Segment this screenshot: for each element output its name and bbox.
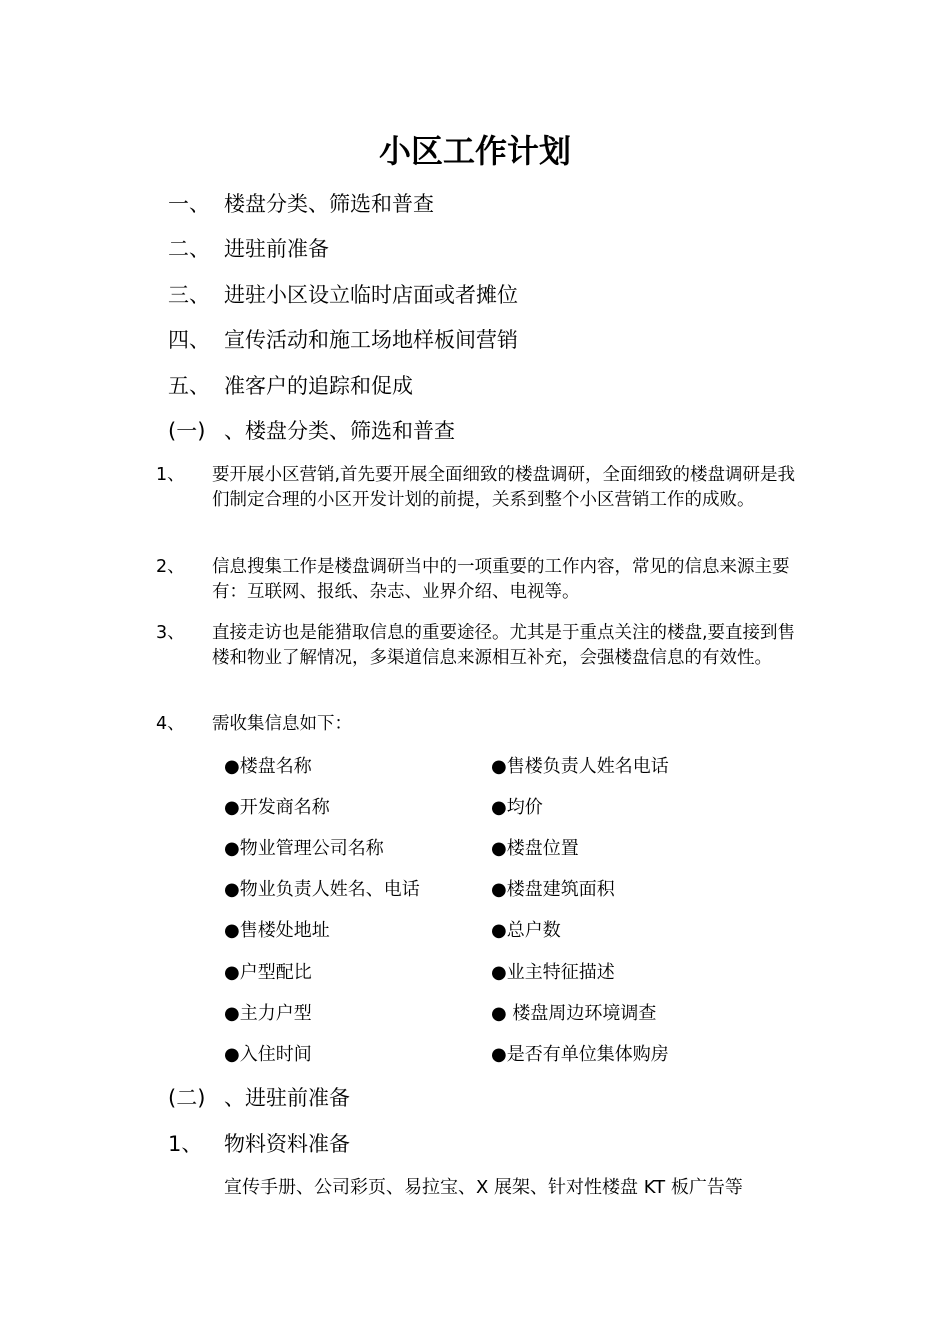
info-field: ●楼盘建筑面积 [491, 879, 615, 900]
info-field: ●开发商名称 [224, 797, 330, 818]
section-text: 、进驻前准备 [224, 1086, 350, 1110]
outline-number: 二、 [168, 237, 210, 261]
item-text: 信息搜集工作是楼盘调研当中的一项重要的工作内容，常见的信息来源主要有：互联网、报纸、杂志、业界介绍、电视等。 [212, 557, 790, 602]
section-number: (一) [168, 419, 206, 443]
info-field: ●楼盘位置 [491, 838, 579, 859]
info-field: ●主力户型 [224, 1003, 312, 1024]
outline-text: 进驻前准备 [224, 237, 329, 261]
item-number: 2、 [156, 557, 185, 577]
info-field: ●总户数 [491, 920, 561, 941]
info-field: ●物业负责人姓名、电话 [224, 879, 420, 900]
item-text: 要开展小区营销,首先要开展全面细致的楼盘调研，全面细致的楼盘调研是我们制定合理的小区开发计划的前提，关系到整个小区营销工作的成败。 [212, 465, 796, 510]
info-field: ●业主特征描述 [491, 962, 615, 983]
outline-number: 一、 [168, 192, 210, 216]
item-text: 直接走访也是能猎取信息的重要途径。尤其是于重点关注的楼盘,要直接到售楼和物业了解情况，多渠道信息来源相互补充，会强楼盘信息的有效性。 [212, 623, 796, 668]
list-item [156, 621, 816, 671]
info-field: ●楼盘名称 [224, 756, 312, 777]
item-number: 1、 [156, 465, 185, 485]
materials-text: 宣传手册、公司彩页、易拉宝、X 展架、针对性楼盘 KT 板广告等 [224, 1177, 743, 1198]
info-field: ●均价 [491, 797, 543, 818]
outline-text: 宣传活动和施工场地样板间营销 [224, 328, 518, 352]
list-item [156, 712, 816, 737]
item-text: 需收集信息如下： [212, 714, 352, 734]
info-field: ● 楼盘周边环境调查 [491, 1003, 657, 1024]
list-item [156, 555, 816, 605]
info-field: ●入住时间 [224, 1044, 312, 1065]
item-number: 4、 [156, 714, 185, 734]
outline-number: 三、 [168, 283, 210, 307]
info-field: ●售楼处地址 [224, 920, 330, 941]
info-field: ●物业管理公司名称 [224, 838, 384, 859]
subsection-text: 物料资料准备 [224, 1132, 350, 1156]
page-title: 小区工作计划 [378, 132, 571, 170]
outline-text: 进驻小区设立临时店面或者摊位 [224, 283, 518, 307]
list-item [156, 463, 816, 513]
info-field: ●户型配比 [224, 962, 312, 983]
info-field: ●售楼负责人姓名电话 [491, 756, 669, 777]
subsection-number: 1、 [168, 1132, 203, 1156]
section-text: 、楼盘分类、筛选和普查 [224, 419, 455, 443]
outline-text: 准客户的追踪和促成 [224, 374, 413, 398]
item-number: 3、 [156, 623, 185, 643]
info-field: ●是否有单位集体购房 [491, 1044, 669, 1065]
outline-number: 五、 [168, 374, 210, 398]
section-number: (二) [168, 1086, 206, 1110]
outline-text: 楼盘分类、筛选和普查 [224, 192, 434, 216]
outline-number: 四、 [168, 328, 210, 352]
